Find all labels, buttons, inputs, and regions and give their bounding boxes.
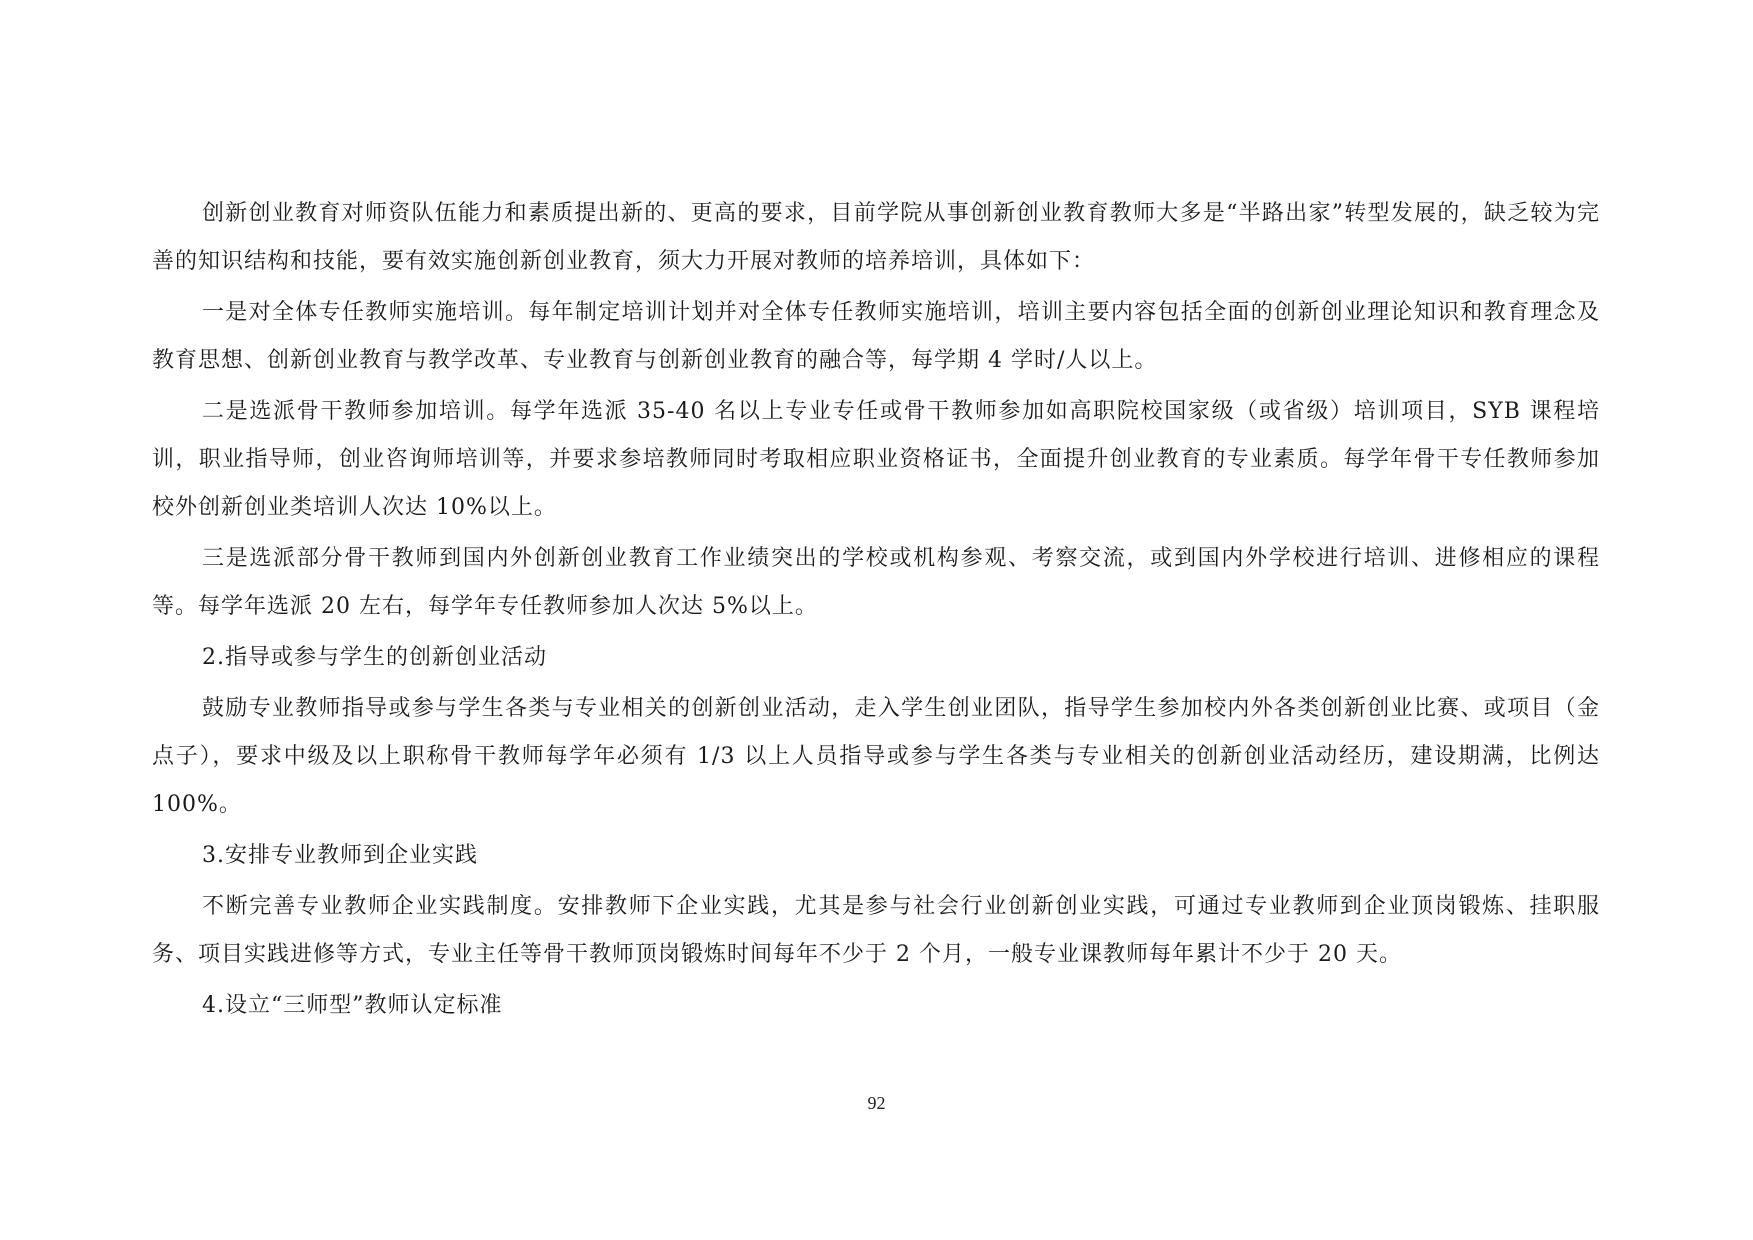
paragraph-item-three: 三是选派部分骨干教师到国内外创新创业教育工作业绩突出的学校或机构参观、考察交流，或到国内外学校进行培训、进修相应的课程等。每学年选派 20 左右，每学年专任教师参加人次达 5%以上。 [152,546,1600,619]
paragraph-item-one: 一是对全体专任教师实施培训。每年制定培训计划并对全体专任教师实施培训，培训主要内容包括全面的创新创业理论知识和教育理念及教育思想、创新创业教育与教学改革、专业教育与创新创业教育的融合等，每学期 4 学时/人以上。 [152,300,1600,373]
document-body [152,190,1600,1033]
paragraph-section-2: 鼓励专业教师指导或参与学生各类与专业相关的创新创业活动，走入学生创业团队，指导学生参加校内外各类创新创业比赛、或项目（金点子），要求中级及以上职称骨干教师每学年必须有 1/3 以上人员指导或参与学生各类与专业相关的创新创业活动经历，建设期满，比例达 100%。 [152,696,1600,817]
paragraph-section-3: 不断完善专业教师企业实践制度。安排教师下企业实践，尤其是参与社会行业创新创业实践，可通过专业教师到企业顶岗锻炼、挂职服务、项目实践进修等方式，专业主任等骨干教师顶岗锻炼时间每年不少于 2 个月，一般专业课教师每年累计不少于 20 天。 [152,894,1600,967]
section-heading-3: 3.安排专业教师到企业实践 [202,843,478,868]
section-heading-4: 4.设立“三师型”教师认定标准 [202,993,503,1018]
paragraph-item-two: 二是选派骨干教师参加培训。每学年选派 35-40 名以上专业专任或骨干教师参加如高职院校国家级（或省级）培训项目，SYB 课程培训，职业指导师，创业咨询师培训等，并要求参培教师同时考取相应职业资格证书，全面提升创业教育的专业素质。每学年骨干专任教师参加校外创新创业类培训人次达 10%以上。 [152,399,1600,520]
section-heading-2: 2.指导或参与学生的创新创业活动 [202,645,547,670]
paragraph-intro: 创新创业教育对师资队伍能力和素质提出新的、更高的要求，目前学院从事创新创业教育教师大多是“半路出家”转型发展的，缺乏较为完善的知识结构和技能，要有效实施创新创业教育，须大力开展对教师的培养培训，具体如下： [152,201,1600,274]
page-number: 92 [867,1093,886,1113]
